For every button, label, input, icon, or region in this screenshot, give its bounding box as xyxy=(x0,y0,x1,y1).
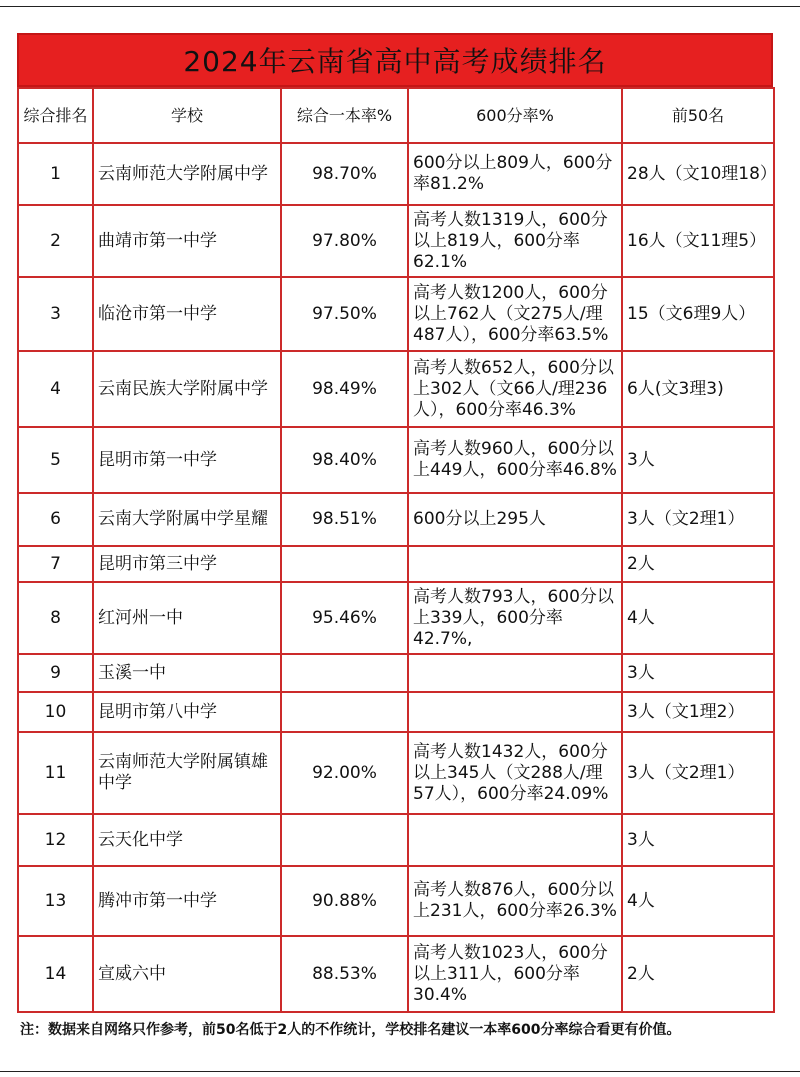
rate-cell xyxy=(281,546,408,582)
school-cell: 云南大学附属中学星耀 xyxy=(93,493,281,546)
rate-cell: 97.80% xyxy=(281,205,408,277)
school-cell: 昆明市第八中学 xyxy=(93,692,281,732)
school-cell: 腾冲市第一中学 xyxy=(93,866,281,936)
school-cell: 宣威六中 xyxy=(93,936,281,1012)
rank-cell: 6 xyxy=(18,493,93,546)
rate600-cell: 高考人数876人，600分以上231人，600分率26.3% xyxy=(408,866,622,936)
rate-cell: 95.46% xyxy=(281,582,408,654)
rank-cell: 13 xyxy=(18,866,93,936)
table-row xyxy=(18,866,774,936)
rate-cell: 98.51% xyxy=(281,493,408,546)
table-row xyxy=(18,427,774,493)
rank-cell: 14 xyxy=(18,936,93,1012)
rate600-cell xyxy=(408,654,622,692)
rank-cell: 11 xyxy=(18,732,93,814)
school-cell: 昆明市第一中学 xyxy=(93,427,281,493)
table-row xyxy=(18,546,774,582)
table-row xyxy=(18,936,774,1012)
table-row xyxy=(18,143,774,205)
rank-cell: 9 xyxy=(18,654,93,692)
rank-cell: 5 xyxy=(18,427,93,493)
header-top50: 前50名 xyxy=(622,88,774,143)
school-cell: 临沧市第一中学 xyxy=(93,277,281,351)
rate600-cell: 高考人数960人，600分以上449人，600分率46.8% xyxy=(408,427,622,493)
table-row xyxy=(18,692,774,732)
top50-cell: 4人 xyxy=(622,866,774,936)
rank-cell: 3 xyxy=(18,277,93,351)
top50-cell: 3人 xyxy=(622,814,774,866)
header-600: 600分率% xyxy=(408,88,622,143)
school-cell: 曲靖市第一中学 xyxy=(93,205,281,277)
header-school: 学校 xyxy=(93,88,281,143)
top50-cell: 15（文6理9人） xyxy=(622,277,774,351)
top-rule xyxy=(0,6,800,7)
rate-cell xyxy=(281,814,408,866)
rate600-cell xyxy=(408,814,622,866)
rate600-cell: 高考人数1200人，600分以上762人（文275人/理487人），600分率63.5% xyxy=(408,277,622,351)
header-row xyxy=(18,88,774,143)
school-cell: 红河州一中 xyxy=(93,582,281,654)
school-cell: 昆明市第三中学 xyxy=(93,546,281,582)
top50-cell: 16人（文11理5） xyxy=(622,205,774,277)
table-row xyxy=(18,205,774,277)
rank-cell: 1 xyxy=(18,143,93,205)
top50-cell: 3人 xyxy=(622,654,774,692)
rate600-cell: 高考人数1023人，600分以上311人，600分率30.4% xyxy=(408,936,622,1012)
school-cell: 云南师范大学附属中学 xyxy=(93,143,281,205)
top50-cell: 2人 xyxy=(622,546,774,582)
rate600-cell xyxy=(408,546,622,582)
rate-cell: 92.00% xyxy=(281,732,408,814)
rate-cell: 97.50% xyxy=(281,277,408,351)
top50-cell: 3人（文2理1） xyxy=(622,493,774,546)
table-row xyxy=(18,277,774,351)
top50-cell: 3人 xyxy=(622,427,774,493)
rate-cell xyxy=(281,654,408,692)
ranking-table xyxy=(17,87,775,1013)
rate600-cell: 高考人数652人，600分以上302人（文66人/理236人），600分率46.3% xyxy=(408,351,622,427)
header-rate: 综合一本率% xyxy=(281,88,408,143)
table-row xyxy=(18,582,774,654)
rate-cell: 98.49% xyxy=(281,351,408,427)
school-cell: 云南民族大学附属中学 xyxy=(93,351,281,427)
table-row xyxy=(18,732,774,814)
school-cell: 云天化中学 xyxy=(93,814,281,866)
rate600-cell: 600分以上809人，600分率81.2% xyxy=(408,143,622,205)
rank-cell: 2 xyxy=(18,205,93,277)
rate-cell: 90.88% xyxy=(281,866,408,936)
rank-cell: 10 xyxy=(18,692,93,732)
rate-cell: 98.40% xyxy=(281,427,408,493)
table-row xyxy=(18,654,774,692)
rate600-cell: 高考人数1432人，600分以上345人（文288人/理57人），600分率24.09% xyxy=(408,732,622,814)
table-row xyxy=(18,351,774,427)
sheet-title: 2024年云南省高中高考成绩排名 xyxy=(17,33,773,87)
rank-cell: 4 xyxy=(18,351,93,427)
school-cell: 玉溪一中 xyxy=(93,654,281,692)
ranking-sheet xyxy=(17,33,777,1013)
rate600-cell: 600分以上295人 xyxy=(408,493,622,546)
top50-cell: 2人 xyxy=(622,936,774,1012)
rate600-cell xyxy=(408,692,622,732)
top50-cell: 6人(文3理3) xyxy=(622,351,774,427)
rate600-cell: 高考人数793人，600分以上339人，600分率42.7%, xyxy=(408,582,622,654)
bottom-rule xyxy=(0,1071,800,1072)
rank-cell: 12 xyxy=(18,814,93,866)
footnote: 注：数据来自网络只作参考，前50名低于2人的不作统计，学校排名建议一本率600分率综合看更有价值。 xyxy=(20,1022,681,1038)
rate-cell: 98.70% xyxy=(281,143,408,205)
rate-cell xyxy=(281,692,408,732)
school-cell: 云南师范大学附属镇雄中学 xyxy=(93,732,281,814)
rate-cell: 88.53% xyxy=(281,936,408,1012)
rank-cell: 8 xyxy=(18,582,93,654)
top50-cell: 4人 xyxy=(622,582,774,654)
table-row xyxy=(18,493,774,546)
top50-cell: 3人（文2理1） xyxy=(622,732,774,814)
top50-cell: 3人（文1理2） xyxy=(622,692,774,732)
rate600-cell: 高考人数1319人，600分以上819人，600分率62.1% xyxy=(408,205,622,277)
table-row xyxy=(18,814,774,866)
rank-cell: 7 xyxy=(18,546,93,582)
header-rank: 综合排名 xyxy=(18,88,93,143)
top50-cell: 28人（文10理18） xyxy=(622,143,774,205)
